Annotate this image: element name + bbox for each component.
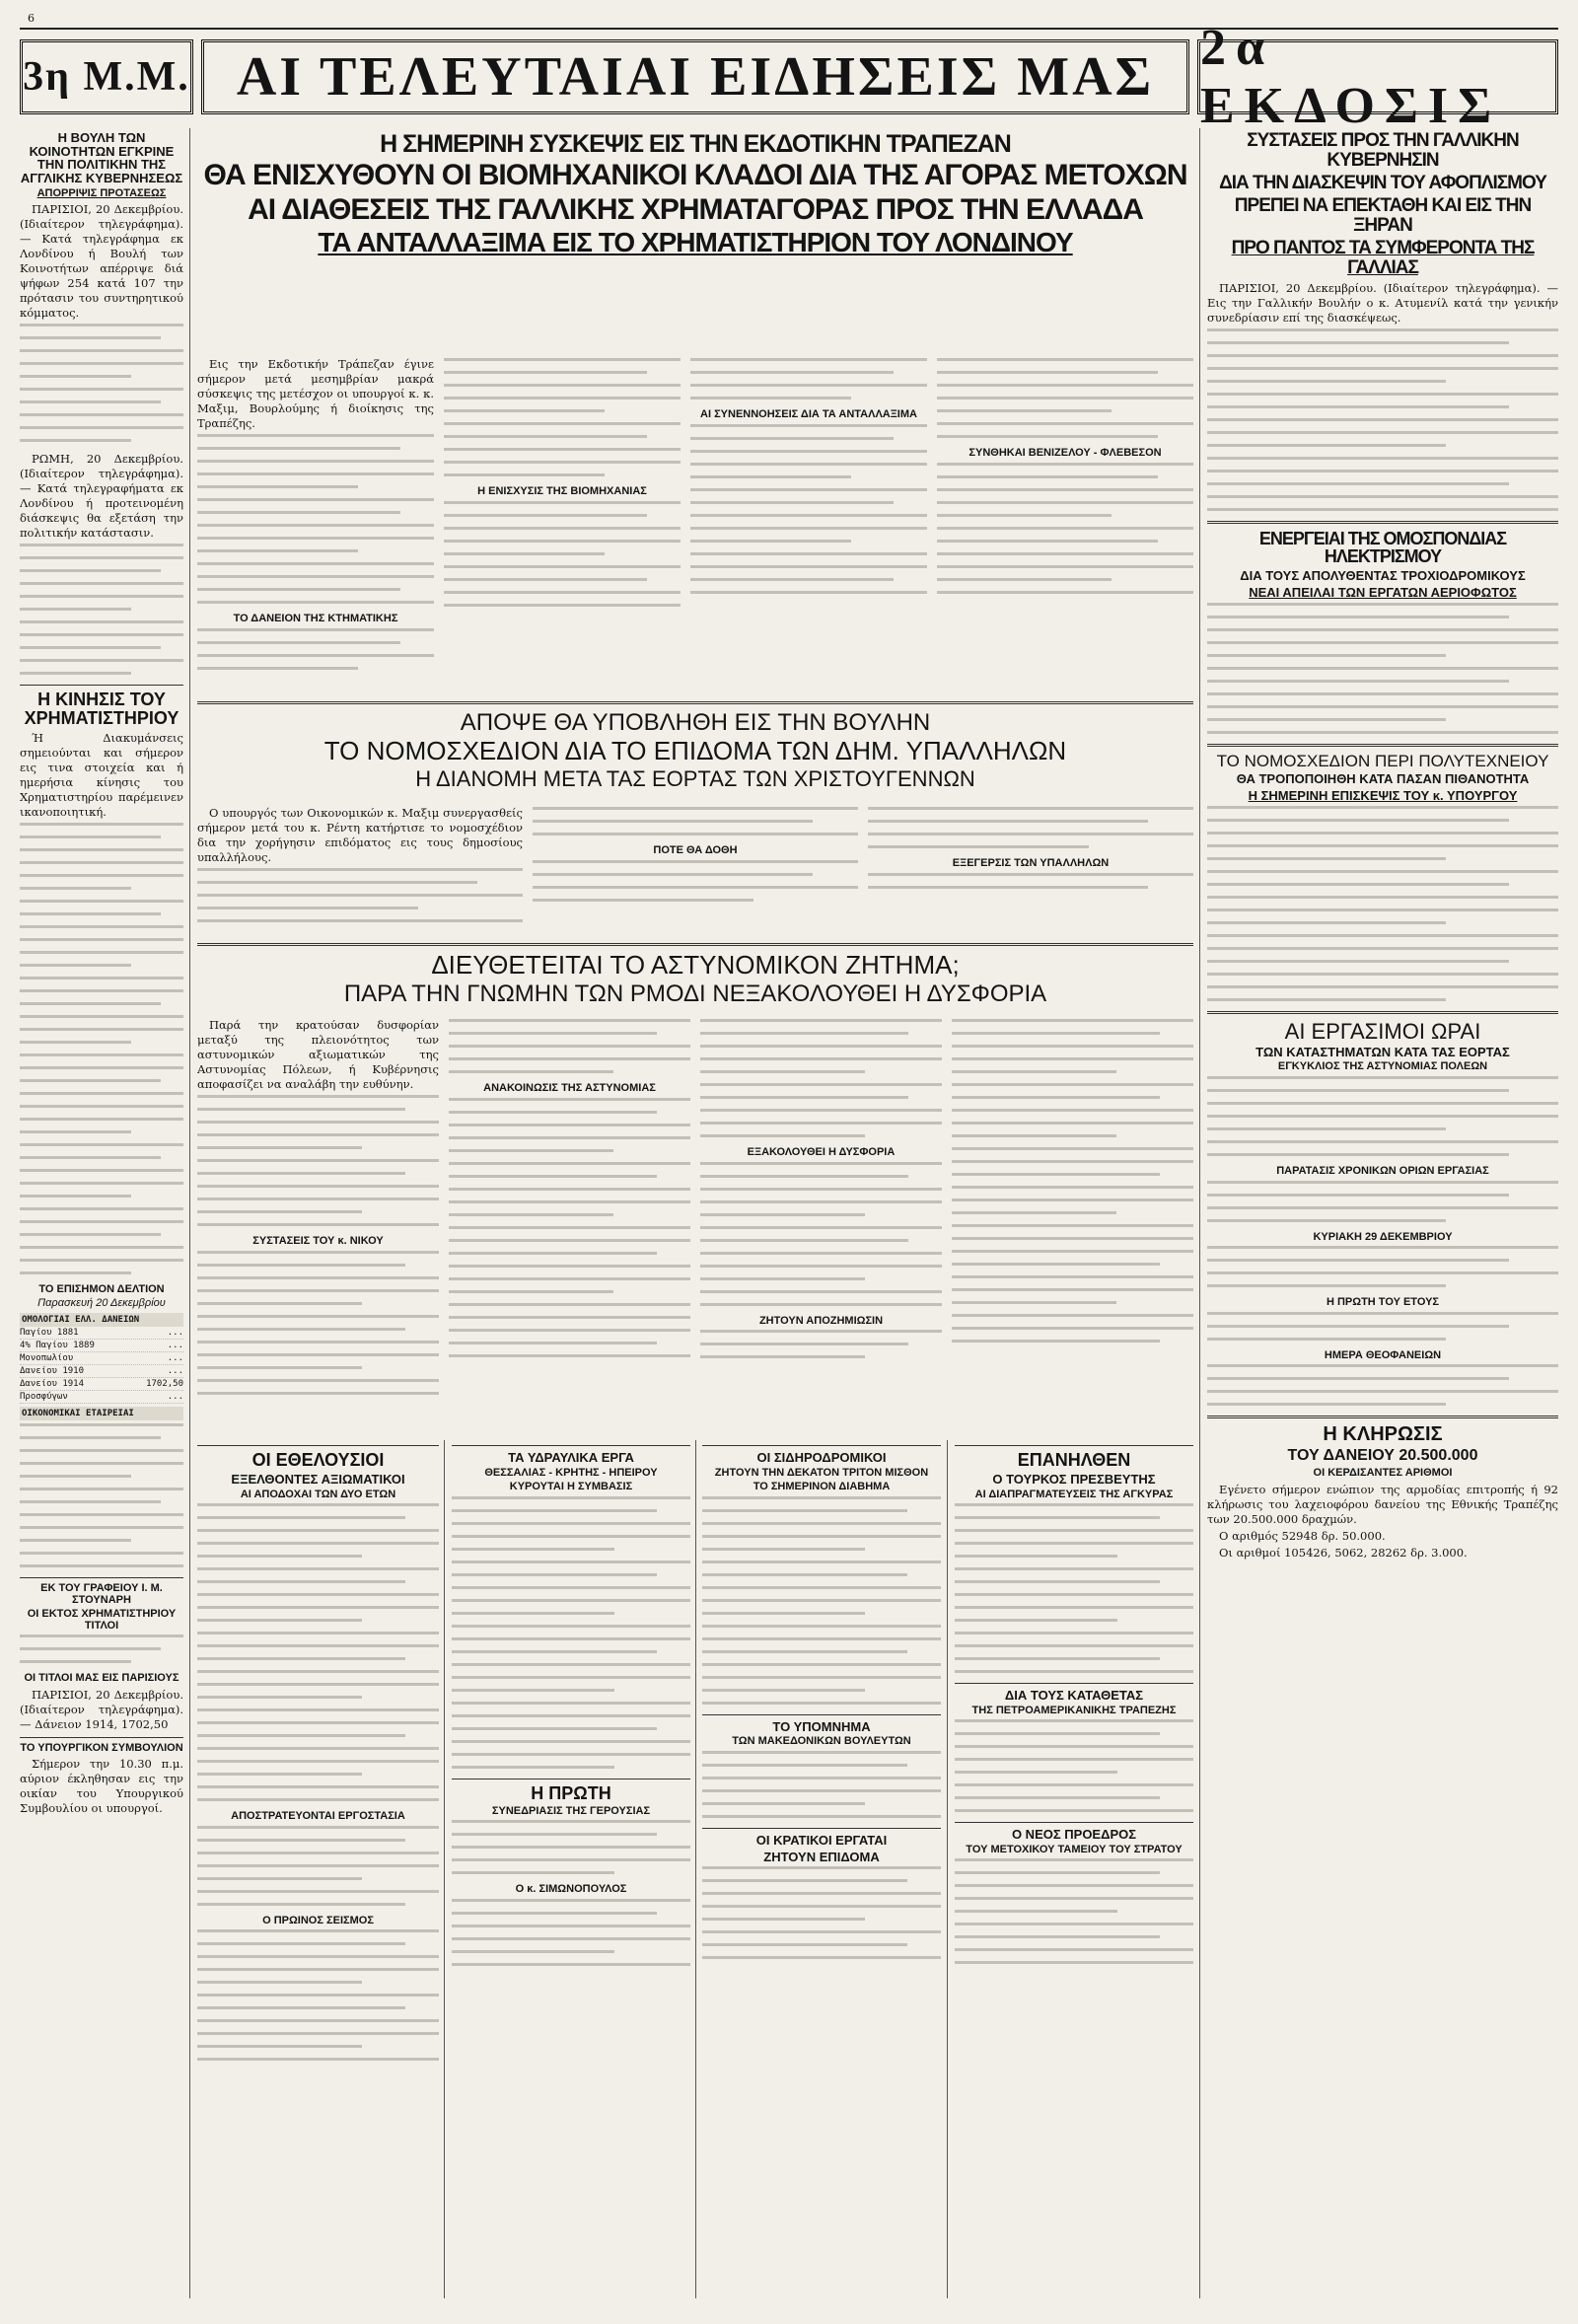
main-headline: ΘΑ ΕΝΙΣΧΥΘΟΥΝ ΟΙ ΒΙΟΜΗΧΑΝΙΚΟΙ ΚΛΑΔΟΙ ΔΙΑ ΤΗΣ ΑΓΟΡΑΣ ΜΕΤΟΧΩΝ: [203, 159, 1187, 192]
security-price: 1702,50: [146, 1378, 183, 1389]
story-headline: ΕΝΕΡΓΕΙΑΙ ΤΗΣ ΟΜΟΣΠΟΝΔΙΑΣ ΗΛΕΚΤΡΙΣΜΟΥ: [1258, 528, 1507, 567]
story-headline: Ο ΝΕΟΣ ΠΡΟΕΔΡΟΣ: [1011, 1827, 1137, 1843]
subheading: ΣΥΝΘΗΚΑΙ ΒΕΝΙΖΕΛΟΥ - ΦΛΕΒΕΣΟΝ: [968, 447, 1162, 459]
article-headline: Η ΚΙΝΗΣΙΣ ΤΟΥ ΧΡΗΜΑΤΙΣΤΗΡΙΟΥ: [24, 690, 179, 728]
security-price: ...: [167, 1340, 183, 1350]
story-headline: ΝΕΑΙ ΑΠΕΙΛΑΙ ΤΩΝ ΕΡΓΑΤΩΝ ΑΕΡΙΟΦΩΤΟΣ: [1249, 584, 1517, 600]
story-headline: ΤΩΝ ΜΑΚΕΔΟΝΙΚΩΝ ΒΟΥΛΕΥΤΩΝ: [732, 1735, 911, 1748]
article-text: Ο αριθμός 52948 δρ. 50.000.: [1219, 1528, 1386, 1543]
security-name: Μονοπωλίου: [20, 1352, 74, 1363]
masthead-title: ΑΙ ΤΕΛΕΥΤΑΙΑΙ ΕΙΔΗΣΕΙΣ ΜΑΣ: [201, 39, 1189, 114]
main-story-column: [197, 355, 434, 690]
subheading: ΑΠΟΣΤΡΑΤΕΥΟΝΤΑΙ ΕΡΓΟΣΤΑΣΙΑ: [231, 1810, 405, 1823]
story-headline: ΔΙΑ ΤΟΥΣ ΚΑΤΑΘΕΤΑΣ: [1004, 1688, 1144, 1704]
story-headline: ΤΑ ΥΔΡΑΥΛΙΚΑ ΕΡΓΑ: [508, 1450, 634, 1465]
story-headline: ΤΗΣ ΠΕΤΡΟΑΜΕΡΙΚΑΝΙΚΗΣ ΤΡΑΠΕΖΗΣ: [971, 1704, 1177, 1716]
newspaper-page: [20, 12, 1558, 2310]
story-headline: ΔΙΑ ΤΟΥΣ ΑΠΟΛΥΘΕΝΤΑΣ ΤΡΟΧΙΟΔΡΟΜΙΚΟΥΣ: [1240, 568, 1526, 584]
story-headline: ΤΟ ΝΟΜΟΣΧΕΔΙΟΝ ΔΙΑ ΤΟ ΕΠΙΔΟΜΑ ΤΩΝ ΔΗΜ. ΥΠΑΛΛΗΛΩΝ: [323, 736, 1067, 766]
subheading: ΚΥΡΙΑΚΗ 29 ΔΕΚΕΜΒΡΙΟΥ: [1313, 1230, 1453, 1243]
story-headline: ΘΕΣΣΑΛΙΑΣ - ΚΡΗΤΗΣ - ΗΠΕΙΡΟΥ: [484, 1466, 658, 1479]
market-row: [20, 1327, 183, 1340]
story-headline: Η ΠΡΩΤΗ: [531, 1782, 611, 1803]
story-headline: ΣΥΝΕΔΡΙΑΣΙΣ ΤΗΣ ΓΕΡΟΥΣΙΑΣ: [491, 1804, 651, 1817]
story-headline: Η ΣΗΜΕΡΙΝΗ ΕΠΙΣΚΕΨΙΣ ΤΟΥ κ. ΥΠΟΥΡΓΟΥ: [1248, 788, 1518, 804]
security-name: Προσφύγων: [20, 1391, 68, 1402]
article-text: Εγένετο σήμερον ενώπιον της αρμοδίας επιτροπής ή 92 κλήρωσις του λαχειοφόρου δανείου της Εθνικής Τραπέζης των 20.500.000 δραχμών.: [1207, 1482, 1558, 1526]
story-headline: ΠΡΟ ΠΑΝΤΟΣ ΤΑ ΣΥΜΦΕΡΟΝΤΑ ΤΗΣ ΓΑΛΛΙΑΣ: [1231, 237, 1535, 278]
story-headline: ΔΙΕΥΘΕΤΕΙΤΑΙ ΤΟ ΑΣΤΥΝΟΜΙΚΟΝ ΖΗΤΗΜΑ;: [431, 950, 960, 980]
masthead: [20, 20, 1558, 134]
article-subheadline: ΑΠΟΡΡΙΨΙΣ ΠΡΟΤΑΣΕΩΣ: [36, 186, 167, 199]
subheading: ΕΓΚΥΚΛΙΟΣ ΤΗΣ ΑΣΤΥΝΟΜΙΑΣ ΠΟΛΕΩΝ: [1277, 1060, 1488, 1073]
section-heading: ΤΟ ΕΠΙΣΗΜΟΝ ΔΕΛΤΙΟΝ: [38, 1282, 165, 1295]
subheading: ΑΝΑΚΟΙΝΩΣΙΣ ΤΗΣ ΑΣΤΥΝΟΜΙΑΣ: [483, 1082, 656, 1094]
main-headline: ΤΑ ΑΝΤΑΛΛΑΞΙΜΑ ΕΙΣ ΤΟ ΧΡΗΜΑΤΙΣΤΗΡΙΟΝ ΤΟΥ ΛΟΝΔΙΝΟΥ: [318, 227, 1073, 258]
subheading: ΚΥΡΟΥΤΑΙ Η ΣΥΜΒΑΣΙΣ: [509, 1481, 633, 1493]
main-story-column: [444, 355, 681, 690]
subheading: ΠΑΡΑΤΑΣΙΣ ΧΡΟΝΙΚΩΝ ΟΡΙΩΝ ΕΡΓΑΣΙΑΣ: [1276, 1165, 1489, 1178]
story-headline: ΖΗΤΟΥΝ ΤΗΝ ΔΕΚΑΤΟΝ ΤΡΙΤΟΝ ΜΙΣΘΟΝ: [714, 1466, 929, 1479]
subheading: ΟΙ ΚΕΡΔΙΣΑΝΤΕΣ ΑΡΙΘΜΟΙ: [1313, 1467, 1453, 1480]
subheading: ΕΞΑΚΟΛΟΥΘΕΙ Η ΔΥΣΦΟΡΙΑ: [747, 1146, 896, 1158]
subheading: ΑΙ ΑΠΟΔΟΧΑΙ ΤΩΝ ΔΥΟ ΕΤΩΝ: [240, 1488, 396, 1500]
police-story: [197, 937, 1193, 1009]
security-price: ...: [167, 1391, 183, 1402]
security-name: Παγίου 1881: [20, 1327, 79, 1338]
story-headline: ΤΟ ΥΠΟΜΝΗΜΑ: [772, 1718, 871, 1734]
market-table-header: ΟΜΟΛΟΓΙΑΙ ΕΛΛ. ΔΑΝΕΙΩΝ: [20, 1313, 183, 1327]
article-headline: Η ΒΟΥΛΗ ΤΩΝ ΚΟΙΝΟΤΗΤΩΝ ΕΓΚΡΙΝΕ ΤΗΝ ΠΟΛΙΤΙΚΗΝ ΤΗΣ ΑΓΓΛΙΚΗΣ ΚΥΒΕΡΝΗΣΕΩΣ: [20, 130, 183, 185]
turkish-ambassador-story: [955, 1440, 1193, 2298]
section-heading: ΕΚ ΤΟΥ ΓΡΑΦΕΙΟΥ Ι. Μ. ΣΤΟΥΝΑΡΗ: [40, 1581, 163, 1606]
subheading: ΣΥΣΤΑΣΕΙΣ ΤΟΥ κ. ΝΙΚΟΥ: [252, 1235, 384, 1247]
story-headline: Ο ΤΟΥΡΚΟΣ ΠΡΕΣΒΕΥΤΗΣ: [992, 1471, 1156, 1487]
article-text: ΠΑΡΙΣΙΟΙ, 20 Δεκεμβρίου. (Ιδιαίτερον τηλεγράφημα). — Δάνειον 1914, 1702,50: [20, 1687, 183, 1731]
right-column: [1207, 128, 1558, 2298]
subheading: ΑΙ ΔΙΑΠΡΑΓΜΑΤΕΥΣΕΙΣ ΤΗΣ ΑΓΚΥΡΑΣ: [974, 1488, 1174, 1500]
article-text: ΠΑΡΙΣΙΟΙ, 20 Δεκεμβρίου. (Ιδιαίτερον τηλεγράφημα). — Εις την Γαλλικήν Βουλήν ο κ. Ατυμενίλ κατά την γενικήν συνεδρίασιν επί της διασκέψεως.: [1207, 280, 1558, 325]
waterworks-story: [452, 1440, 690, 2298]
subheading: ΤΟ ΔΑΝΕΙΟΝ ΤΗΣ ΚΤΗΜΑΤΙΚΗΣ: [233, 613, 398, 624]
section-heading: ΤΟ ΥΠΟΥΡΓΙΚΟΝ ΣΥΜΒΟΥΛΙΟΝ: [20, 1741, 183, 1754]
edition-time-box: 3η Μ.Μ.: [20, 39, 193, 114]
market-table: [20, 1313, 183, 1567]
edition-number-box: 2α ΕΚΔΟΣΙΣ: [1197, 39, 1558, 114]
story-headline: ΟΙ ΚΡΑΤΙΚΟΙ ΕΡΓΑΤΑΙ: [755, 1832, 888, 1848]
story-headline: ΟΙ ΕΘΕΛΟΥΣΙΟΙ: [251, 1450, 385, 1470]
section-heading: ΟΙ ΤΙΤΛΟΙ ΜΑΣ ΕΙΣ ΠΑΡΙΣΙΟΥΣ: [24, 1672, 179, 1685]
story-headline: ΠΑΡΑ ΤΗΝ ΓΝΩΜΗΝ ΤΩΝ ΡΜΟΔΙ ΝΕΞΑΚΟΛΟΥΘΕΙ Η ΔΥΣΦΟΡΙΑ: [343, 980, 1047, 1008]
story-headline: ΠΡΕΠΕΙ ΝΑ ΕΠΕΚΤΑΘΗ ΚΑΙ ΕΙΣ ΤΗΝ ΞΗΡΑΝ: [1234, 194, 1532, 236]
security-name: Δανείου 1910: [20, 1365, 85, 1376]
market-row: [20, 1365, 183, 1378]
market-row: [20, 1352, 183, 1365]
story-headline: ΤΟ ΝΟΜΟΣΧΕΔΙΟΝ ΠΕΡΙ ΠΟΛΥΤΕΧΝΕΙΟΥ: [1216, 751, 1549, 770]
market-row: [20, 1391, 183, 1404]
article-text: ΠΑΡΙΣΙΟΙ, 20 Δεκεμβρίου. (Ιδιαίτερον τηλεγράφημα). — Κατά τηλεγράφημα εκ Λονδίνου ή Βουλή των Κοινοτήτων απέρριψε διά ψήφων 254 κατά 107 την πρότασιν του συντηρητικού κόμματος.: [20, 202, 183, 321]
security-price: ...: [167, 1365, 183, 1376]
story-headline: ΤΟΥ ΜΕΤΟΧΙΚΟΥ ΤΑΜΕΙΟΥ ΤΟΥ ΣΤΡΑΤΟΥ: [966, 1843, 1183, 1855]
columns-area: [20, 128, 1558, 2298]
main-story-column: [690, 355, 927, 690]
security-price: ...: [167, 1327, 183, 1338]
subheading: ΗΜΕΡΑ ΘΕΟΦΑΝΕΙΩΝ: [1324, 1348, 1442, 1361]
article-text: Οι αριθμοί 105426, 5062, 28262 δρ. 3.000.: [1219, 1545, 1468, 1560]
main-headline: Η ΣΗΜΕΡΙΝΗ ΣΥΣΚΕΨΙΣ ΕΙΣ ΤΗΝ ΕΚΔΟΤΙΚΗΝ ΤΡΑΠΕΖΑΝ: [380, 130, 1011, 158]
subheading: ΖΗΤΟΥΝ ΑΠΟΖΗΜΙΩΣΙΝ: [758, 1314, 884, 1327]
story-headline: Η ΚΛΗΡΩΣΙΣ: [1323, 1423, 1443, 1446]
market-row: [20, 1378, 183, 1391]
story-headline: ΤΟΥ ΔΑΝΕΙΟΥ 20.500.000: [1287, 1447, 1478, 1465]
page-number: 6: [28, 12, 35, 25]
security-price: ...: [167, 1352, 183, 1363]
story-headline: ΑΠΟΨΕ ΘΑ ΥΠΟΒΛΗΘΗ ΕΙΣ ΤΗΝ ΒΟΥΛΗΝ: [460, 709, 931, 736]
bulletin-date: Παρασκευή 20 Δεκεμβρίου: [37, 1297, 166, 1310]
civil-servants-story: [197, 695, 1193, 794]
market-rows: [20, 1327, 183, 1404]
article-text: Παρά την κρατούσαν δυσφορίαν μεταξύ της πλειονότητος των αστυνομικών αξιωματικών της Αστυνομίας Πόλεων, ή Κυβέρνησις αποφασίζει να αναλάβη την ευθύνην.: [197, 1018, 439, 1091]
security-name: Δανείου 1914: [20, 1378, 85, 1389]
main-story-headlines: [197, 128, 1193, 260]
subheading: ΕΞΕΓΕΡΣΙΣ ΤΩΝ ΥΠΑΛΛΗΛΩΝ: [952, 857, 1110, 869]
market-row: [20, 1340, 183, 1352]
story-headline: ΖΗΤΟΥΝ ΕΠΙΔΟΜΑ: [763, 1849, 880, 1864]
story-headline: ΕΞΕΛΘΟΝΤΕΣ ΑΞΙΩΜΑΤΙΚΟΙ: [231, 1471, 405, 1487]
story-headline: ΘΑ ΤΡΟΠΟΠΟΙΗΘΗ ΚΑΤΑ ΠΑΣΑΝ ΠΙΘΑΝΟΤΗΤΑ: [1236, 771, 1530, 787]
security-name: 4% Παγίου 1889: [20, 1340, 95, 1350]
story-headline: ΔΙΑ ΤΗΝ ΔΙΑΣΚΕΨΙΝ ΤΟΥ ΑΦΟΠΛΙΣΜΟΥ: [1219, 172, 1546, 193]
section-heading: ΟΙ ΕΚΤΟΣ ΧΡΗΜΑΤΙΣΤΗΡΙΟΥ ΤΙΤΛΟΙ: [27, 1608, 177, 1632]
article-text: Εις την Εκδοτικήν Τράπεζαν έγινε σήμερον μετά μεσημβρίαν μακρά σύσκεψις της μετέσχον οι υπουργοί κ. κ. Μαξιμ, Βουρλούμης ή διοίκησις της Τραπέζης.: [197, 357, 434, 430]
subheading: Ο ΠΡΩΙΝΟΣ ΣΕΙΣΜΟΣ: [262, 1914, 374, 1926]
subheading: ΑΙ ΣΥΝΕΝΝΟΗΣΕΙΣ ΔΙΑ ΤΑ ΑΝΤΑΛΛΑΞΙΜΑ: [700, 408, 917, 420]
volunteers-story: [197, 1440, 439, 2298]
subheading: ΠΟΤΕ ΘΑ ΔΟΘΗ: [653, 844, 738, 856]
story-headline: ΟΙ ΣΙΔΗΡΟΔΡΟΜΙΚΟΙ: [756, 1450, 887, 1465]
left-column: [20, 128, 183, 2298]
article-text: ΡΩΜΗ, 20 Δεκεμβρίου. (Ιδιαίτερον τηλεγράφημα). — Κατά τηλεγραφήματα εκ Λονδίνου ή προτεινομένη διάσκεψις θα εξετάση την πολιτικήν κατάστασιν.: [20, 452, 183, 541]
market-table-header: ΟΙΚΟΝΟΜΙΚΑΙ ΕΤΑΙΡΕΙΑΙ: [20, 1407, 183, 1420]
subheading: Ο κ. ΣΙΜΩΝΟΠΟΥΛΟΣ: [515, 1883, 627, 1896]
main-story-column: [937, 355, 1193, 690]
railway-story: [702, 1440, 941, 2298]
story-headline: ΕΠΑΝΗΛΘΕΝ: [1017, 1450, 1131, 1470]
story-headline: ΤΩΝ ΚΑΤΑΣΤΗΜΑΤΩΝ ΚΑΤΑ ΤΑΣ ΕΟΡΤΑΣ: [1255, 1044, 1510, 1059]
article-text: Ο υπουργός των Οικονομικών κ. Μαξιμ συνεργασθείς σήμερον μετά του κ. Ρέντη κατήρτισε το νομοσχέδιον δια την χορήγησιν επιδόματος εις τους δημοσίους υπαλλήλους.: [197, 806, 523, 864]
story-headline: ΣΥΣΤΑΣΕΙΣ ΠΡΟΣ ΤΗΝ ΓΑΛΛΙΚΗΝ ΚΥΒΕΡΝΗΣΙΝ: [1247, 130, 1519, 171]
subheading: Η ΕΝΙΣΧΥΣΙΣ ΤΗΣ ΒΙΟΜΗΧΑΝΙΑΣ: [477, 485, 647, 497]
story-headline: ΑΙ ΕΡΓΑΣΙΜΟΙ ΩΡΑΙ: [1284, 1018, 1481, 1044]
main-headline: ΑΙ ΔΙΑΘΕΣΕΙΣ ΤΗΣ ΓΑΛΛΙΚΗΣ ΧΡΗΜΑΤΑΓΟΡΑΣ ΠΡΟΣ ΤΗΝ ΕΛΛΑΔΑ: [248, 192, 1143, 226]
story-headline: Η ΔΙΑΝΟΜΗ ΜΕΤΑ ΤΑΣ ΕΟΡΤΑΣ ΤΩΝ ΧΡΙΣΤΟΥΓΕΝΝΩΝ: [415, 766, 975, 792]
subheading: ΤΟ ΣΗΜΕΡΙΝΟΝ ΔΙΑΒΗΜΑ: [753, 1481, 891, 1493]
article-text: Σήμερον την 10.30 π.μ. αύριον έκληθησαν εις την οικίαν του Υπουργικού Συμβουλίου οι υπουργοί.: [20, 1757, 183, 1816]
article-text: Ή Διακυμάνσεις σημειούνται και σήμερον εις τινα στοιχεία και ή ημερήσια κίνησις του Χρηματιστηρίου παρέμεινεν ικανοποιητική.: [20, 730, 183, 819]
subheading: Η ΠΡΩΤΗ ΤΟΥ ΕΤΟΥΣ: [1326, 1296, 1440, 1309]
